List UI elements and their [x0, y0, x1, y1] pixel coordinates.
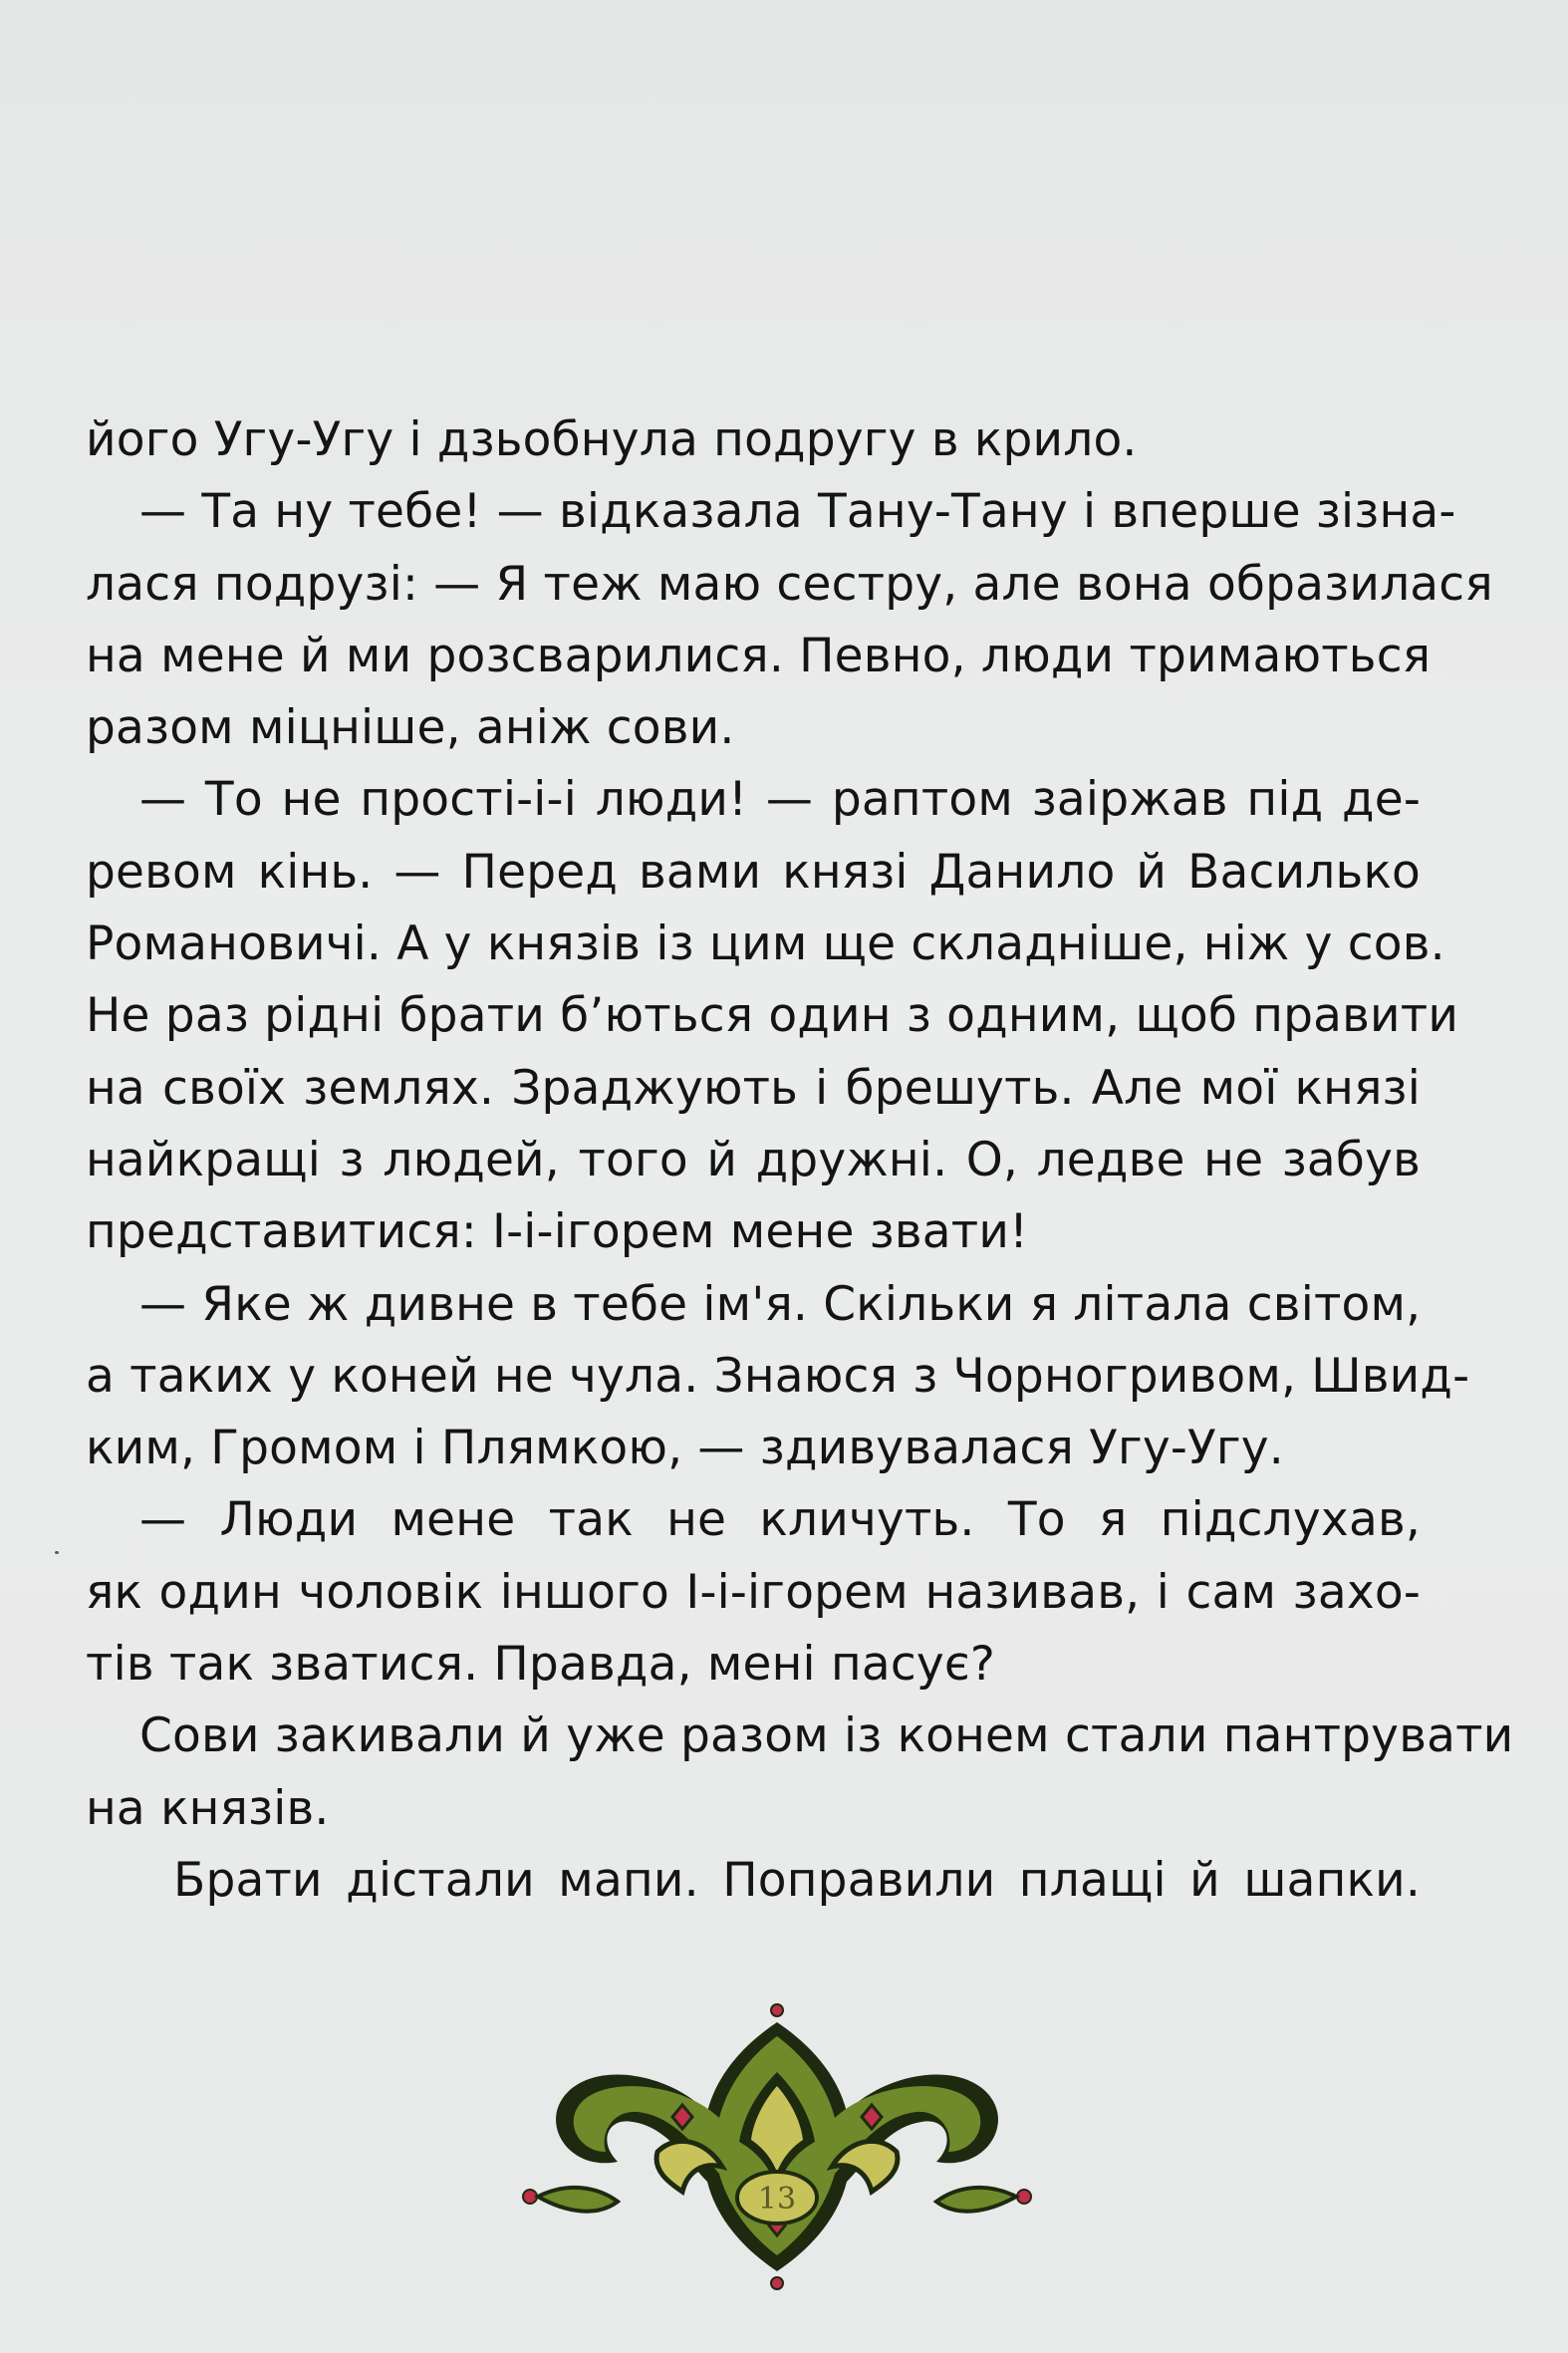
text-line: Сови закивали й уже разом із конем стали пантрувати [139, 1708, 1514, 1764]
text-line: як один чоловік іншого І-і-ігорем називав, і сам захо- [86, 1564, 1421, 1620]
text-line: на мене й ми розсварилися. Певно, люди тримаються [86, 628, 1432, 683]
ornament-scrolls-icon [523, 2004, 1031, 2289]
text-line: разом міцніше, аніж сови. [86, 700, 735, 756]
text-line: його Угу-Угу і дзьобнула подругу в крило. [86, 412, 1138, 467]
text-line: а таких у коней не чула. Знаюся з Чорногривом, Швид- [86, 1348, 1470, 1404]
text-line: Романовичі. А у князів із цим ще складніше, ніж у сов. [86, 916, 1445, 972]
page-number: 13 [757, 2182, 797, 2217]
text-line: на князів. [86, 1780, 330, 1836]
text-line: ревом кінь. — Перед вами князі Данило й Василько [86, 844, 1421, 900]
text-line: лася подрузі: — Я теж маю сестру, але вона образилася [86, 556, 1493, 612]
page-number-ornament [508, 2002, 1046, 2291]
text-line: представитися: І-і-ігорем мене звати! [86, 1204, 1029, 1260]
text-line: — То не прості-і-і люди! — раптом заіржав під де- [139, 772, 1421, 828]
paper-speck [55, 1551, 59, 1554]
text-line: на своїх землях. Зраджують і брешуть. Але мої князі [86, 1060, 1421, 1116]
text-line: — Яке ж дивне в тебе ім'я. Скільки я літала світом, [139, 1276, 1422, 1332]
text-line: Не раз рідні брати б’ються один з одним, щоб правити [86, 988, 1459, 1044]
text-line: тів так зватися. Правда, мені пасує? [86, 1637, 996, 1693]
text-line: — Та ну тебе! — відказала Тану-Тану і вперше зізна- [139, 484, 1456, 540]
text-line: — Люди мене так не кличуть. То я підслухав, [139, 1492, 1421, 1548]
text-line: Брати дістали мапи. Поправили плащі й шапки. [173, 1852, 1421, 1908]
page-text [86, 404, 1514, 1917]
text-line: ким, Громом і Плямкою, — здивувалася Угу-Угу. [86, 1421, 1284, 1476]
text-line: найкращі з людей, того й дружні. О, ледве не забув [86, 1132, 1421, 1187]
